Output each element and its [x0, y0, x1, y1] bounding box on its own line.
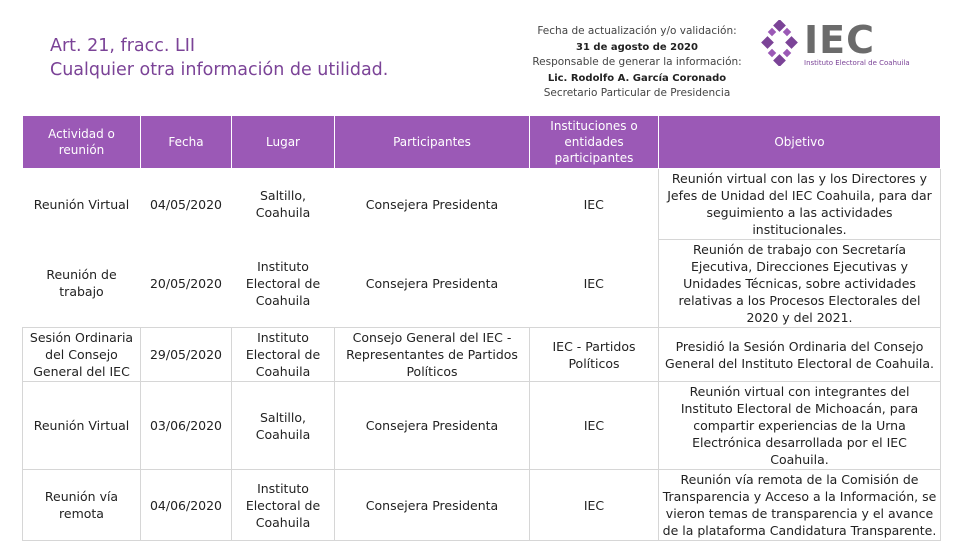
table-row — [23, 328, 941, 382]
cell-objective: Reunión virtual con integrantes del Instituto Electoral de Michoacán, para compartir experiencias de la Urna Electrónica desarrollada por el IEC Coahuila. — [659, 382, 941, 470]
cell-institutions: IEC — [583, 275, 604, 291]
cell-activity: Reunión de trabajo — [46, 267, 117, 300]
cell-activity: Reunión Virtual — [23, 382, 141, 470]
cell-activity: Reunión Virtual — [33, 196, 130, 212]
table-row — [23, 470, 941, 541]
updated-date: 31 de agosto de 2020 — [576, 41, 698, 53]
logo-subtitle: Instituto Electoral de Coahuila — [804, 59, 910, 67]
header-participants: Participantes — [335, 116, 530, 169]
cell-institutions: IEC — [530, 470, 659, 541]
header-place: Lugar — [232, 116, 335, 169]
activities-table — [22, 115, 941, 541]
cell-objective: Reunión vía remota de la Comisión de Transparencia y Acceso a la Información, se vieron temas de transparencia y el avance de la plataforma Candidatura Transparente. — [659, 470, 941, 541]
cell-place: Saltillo, Coahuila — [255, 188, 311, 221]
cell-participants: Consejera Presidenta — [335, 382, 530, 470]
responsible-label: Responsable de generar la información: — [532, 56, 742, 68]
table-row — [23, 169, 941, 240]
header-institutions: Instituciones o entidades participantes — [530, 116, 659, 169]
cell-institutions: IEC — [530, 382, 659, 470]
logo-text: IEC — [804, 18, 875, 62]
cell-date: 04/06/2020 — [141, 470, 232, 541]
cell-institutions: IEC - Partidos Políticos — [530, 328, 659, 382]
responsible-name: Lic. Rodolfo A. García Coronado — [547, 72, 727, 84]
cell-place: Instituto Electoral de Coahuila — [232, 470, 335, 541]
cell-participants: Consejo General del IEC - Representantes de Partidos Políticos — [335, 328, 530, 382]
iec-emblem-icon — [760, 20, 800, 66]
cell-place: Saltillo, Coahuila — [232, 382, 335, 470]
title-line-2: Cualquier otra información de utilidad. — [50, 60, 389, 80]
page-title — [50, 34, 388, 82]
cell-date: 20/05/2020 — [149, 275, 223, 291]
cell-institutions: IEC — [583, 196, 604, 212]
header-date: Fecha — [141, 116, 232, 169]
table-row — [23, 240, 941, 328]
cell-activity: Sesión Ordinaria del Consejo General del IEC — [23, 328, 141, 382]
cell-objective: Reunión de trabajo con Secretaría Ejecutiva, Direcciones Ejecutivas y Unidades Técnicas, sobre actividades relativas a los Procesos Electorales del 2020 y del 2021. — [659, 240, 941, 328]
header-objective: Objetivo — [659, 116, 941, 169]
cell-place: Instituto Electoral de Coahuila — [245, 258, 321, 308]
title-line-1: Art. 21, fracc. LII — [50, 36, 196, 56]
cell-date: 29/05/2020 — [141, 328, 232, 382]
cell-place: Instituto Electoral de Coahuila — [232, 328, 335, 382]
cell-date: 04/05/2020 — [149, 196, 223, 212]
cell-date: 03/06/2020 — [141, 382, 232, 470]
cell-participants: Consejera Presidenta — [365, 196, 499, 212]
update-info — [528, 24, 746, 102]
cell-activity: Reunión vía remota — [23, 470, 141, 541]
iec-logo — [760, 16, 930, 76]
cell-participants: Consejera Presidenta — [335, 470, 530, 541]
responsible-title: Secretario Particular de Presidencia — [543, 87, 731, 99]
cell-participants: Consejera Presidenta — [365, 275, 499, 291]
table-row — [23, 382, 941, 470]
updated-label: Fecha de actualización y/o validación: — [537, 25, 737, 37]
table-header-row — [23, 116, 941, 169]
header-activity: Actividad o reunión — [23, 116, 141, 169]
cell-objective: Presidió la Sesión Ordinaria del Consejo General del Instituto Electoral de Coahuila. — [659, 328, 941, 382]
cell-objective: Reunión virtual con las y los Directores y Jefes de Unidad del IEC Coahuila, para dar seguimiento a las actividades institucionales. — [659, 169, 941, 240]
